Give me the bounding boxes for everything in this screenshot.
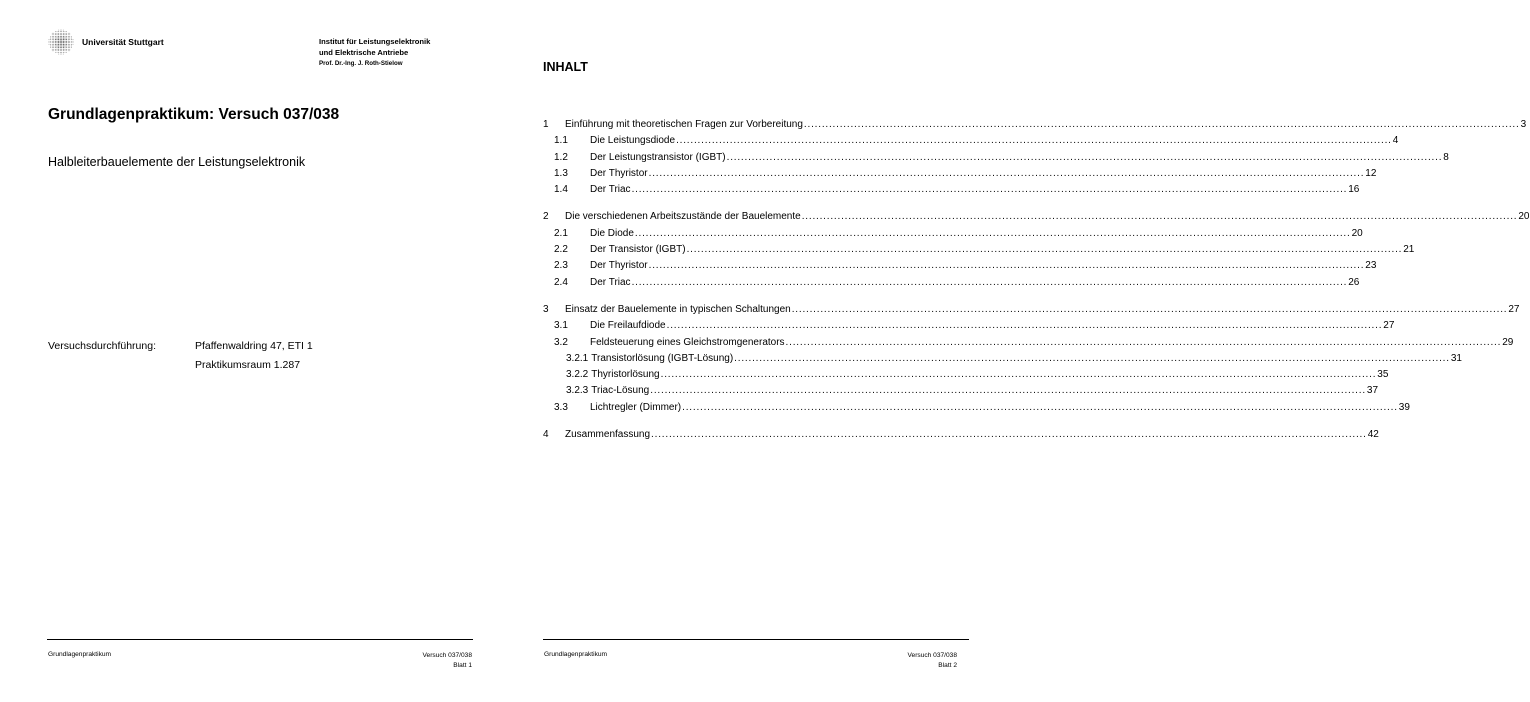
toc-entry-number: 2.1 [554,227,568,239]
footer-sheet-number: Blatt 1 [453,662,472,669]
toc-entry [543,209,1530,225]
toc-entry-number: 3.1 [554,320,568,332]
toc-entry-title: Die Freilaufdiode [590,320,666,332]
footer-course: Grundlagenpraktikum [544,651,608,658]
toc-entry-title: Der Triac [590,276,631,288]
footer-divider [47,639,473,640]
toc-entry-title: Feldsteuerung eines Gleichstromgenerators [590,336,785,348]
toc-leader-dots: ........................................................................................................................................................................................................ [682,401,1398,413]
toc-entry-page: 27 [1383,320,1395,332]
toc-entry-number: 3.3 [554,401,568,413]
toc-entry [543,383,1379,399]
toc-entry-title: Einsatz der Bauelemente in typischen Schaltungen [565,303,791,315]
toc-entry-page: 12 [1365,167,1377,179]
toc-entry-title: Der Leistungstransistor (IGBT) [590,151,726,163]
toc-leader-dots: ........................................................................................................................................................................................................ [666,320,1383,332]
toc-leader-dots: ........................................................................................................................................................................................................ [660,369,1377,381]
toc-leader-dots: ........................................................................................................................................................................................................ [634,227,1351,239]
toc-leader-dots: ........................................................................................................................................................................................................ [648,260,1365,272]
toc-leader-dots: ........................................................................................................................................................................................................ [791,303,1508,315]
toc-entry-page: 27 [1508,303,1520,315]
toc-entry-title: Der Transistor (IGBT) [590,244,686,256]
toc-entry-title: Transistorlösung (IGBT-Lösung) [591,352,734,364]
toc-entry-number: 1.2 [554,151,568,163]
university-logo-icon [48,29,74,55]
toc-entry-page: 35 [1377,369,1389,381]
toc-entry-title: Triac-Lösung [591,385,650,397]
toc-entry-number: 3.2.2 [566,369,589,381]
execution-location-address: Pfaffenwaldring 47, ETI 1 [195,340,313,352]
toc-entry-page: 26 [1348,276,1360,288]
toc-entry-number: 3.2.1 [566,352,589,364]
toc-entry-number: 1.3 [554,167,568,179]
toc-entry-number: 1.1 [554,135,568,147]
toc-entry-number: 1 [543,119,549,130]
toc-leader-dots: ........................................................................................................................................................................................................ [648,167,1365,179]
toc-leader-dots: ........................................................................................................................................................................................................ [726,151,1443,163]
toc-entry-title: Der Thyristor [590,260,648,272]
toc-leader-dots: ........................................................................................................................................................................................................ [631,184,1348,196]
toc-entry-title: Der Triac [590,184,631,196]
toc-entry-page: 3 [1520,119,1527,130]
toc-entry-page: 4 [1392,135,1399,147]
toc-entry [543,302,1520,318]
toc-entry [543,182,1360,198]
toc-entry-page: 37 [1366,385,1379,397]
toc-heading: INHALT [543,60,588,74]
toc-entry-number: 3.2.3 [566,385,589,397]
toc-leader-dots: ........................................................................................................................................................................................................ [803,119,1520,130]
toc-entry [543,258,1377,274]
page-1 [0,0,496,702]
document-subtitle: Halbleiterbauelemente der Leistungselektronik [48,155,306,169]
institute-name-line2: und Elektrische Antriebe [319,48,409,57]
toc-leader-dots: ........................................................................................................................................................................................................ [651,429,1367,441]
toc-entry-number: 2.3 [554,260,568,272]
institute-name-line1: Institut für Leistungselektronik [319,37,431,46]
university-name: Universität Stuttgart [82,37,164,47]
toc-entry-page: 31 [1450,352,1462,364]
footer-sheet-info [908,651,958,671]
toc-leader-dots: ........................................................................................................................................................................................................ [801,211,1518,223]
toc-entry [543,242,1415,258]
professor-name: Prof. Dr.-Ing. J. Roth-Stielow [319,60,403,67]
execution-location-label: Versuchsdurchführung: [48,340,156,352]
toc-entry [543,351,1462,367]
toc-leader-dots: ........................................................................................................................................................................................................ [686,244,1403,256]
toc-entry-page: 8 [1443,151,1449,163]
toc-entry-title: Der Thyristor [590,167,648,179]
toc-entry-title: Die Diode [590,227,634,239]
toc-leader-dots: ........................................................................................................................................................................................................ [631,276,1348,288]
toc-entry-page: 20 [1518,211,1530,223]
footer-sheet-number: Blatt 2 [938,662,957,669]
page-2 [496,0,1530,702]
toc-entry-title: Lichtregler (Dimmer) [590,401,682,413]
toc-entry [543,335,1514,351]
toc-entry-title: Einführung mit theoretischen Fragen zur Vorbereitung [565,119,803,130]
toc-entry-title: Die Leistungsdiode [590,135,676,147]
toc-entry [543,150,1449,166]
execution-location-room: Praktikumsraum 1.287 [195,359,301,371]
toc-entry [543,400,1410,416]
footer-sheet-info [423,651,473,671]
toc-leader-dots: ........................................................................................................................................................................................................ [676,135,1392,147]
table-of-contents [543,117,1530,443]
footer-course: Grundlagenpraktikum [48,651,112,658]
toc-entry-page: 16 [1348,184,1360,196]
toc-leader-dots: ........................................................................................................................................................................................................ [785,336,1502,348]
toc-leader-dots: ........................................................................................................................................................................................................ [650,385,1366,397]
toc-entry [543,367,1389,383]
toc-entry-page: 23 [1365,260,1377,272]
footer-divider [543,639,969,640]
toc-entry [543,427,1379,443]
toc-entry [543,226,1363,242]
footer-experiment: Versuch 037/038 [907,652,957,659]
toc-entry [543,318,1395,334]
footer-experiment: Versuch 037/038 [422,652,472,659]
toc-entry [543,166,1377,182]
toc-entry [543,133,1399,149]
document-title: Grundlagenpraktikum: Versuch 037/038 [48,106,340,123]
toc-leader-dots: ........................................................................................................................................................................................................ [734,352,1450,364]
toc-entry-title: Zusammenfassung [565,429,651,441]
toc-entry-title: Thyristorlösung [591,369,660,381]
toc-entry-number: 1.4 [554,184,568,196]
toc-entry-number: 2.2 [554,244,568,256]
toc-entry-page: 21 [1403,244,1415,256]
toc-entry [543,117,1527,133]
toc-entry-number: 3.2 [554,336,568,348]
toc-entry [543,275,1360,291]
toc-entry-number: 3 [543,303,549,315]
toc-entry-number: 2 [543,211,549,223]
toc-entry-page: 29 [1502,336,1514,348]
toc-entry-page: 42 [1367,429,1379,441]
toc-entry-page: 20 [1351,227,1363,239]
toc-entry-number: 2.4 [554,276,568,288]
toc-entry-number: 4 [543,429,549,441]
toc-entry-title: Die verschiedenen Arbeitszustände der Bauelemente [565,211,801,223]
institute-block [319,36,430,69]
toc-entry-page: 39 [1398,401,1410,413]
